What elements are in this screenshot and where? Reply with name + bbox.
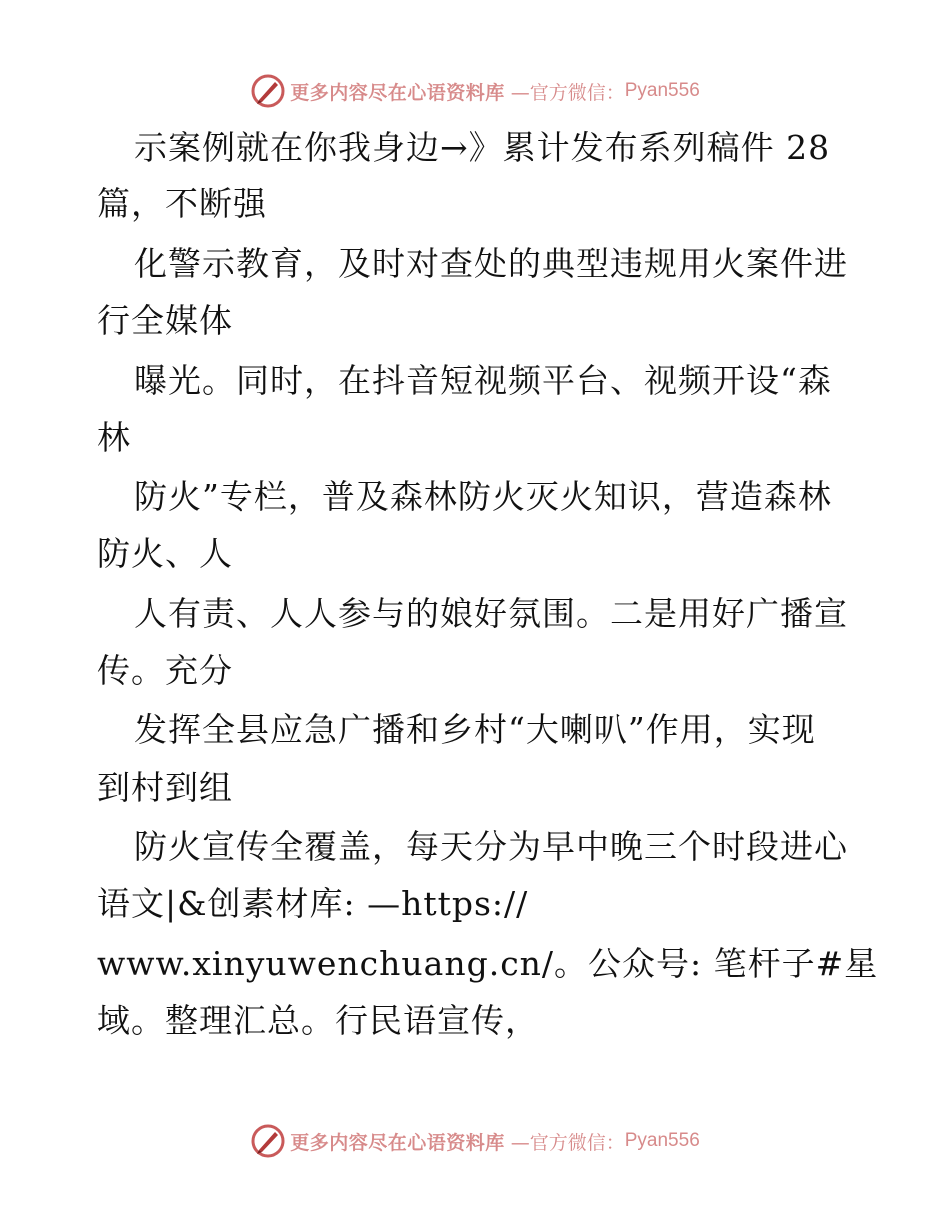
body-line: www.xinyuwenchuang.cn/。公众号: 笔杆子#星 (97, 944, 879, 983)
body-line: 传。充分 (97, 651, 233, 690)
body-line: 林 (97, 418, 131, 457)
body-line: 曝光。同时，在抖音短视频平台、视频开设“森 (134, 361, 832, 400)
watermark-site-text: 更多内容尽在心语资料库 (290, 81, 505, 104)
footer-watermark (0, 1121, 950, 1161)
watermark-wechat-handle: Pyan556 (624, 80, 700, 101)
body-line: 化警示教育，及时对查处的典型违规用火案件进 (134, 244, 848, 283)
body-line: 防火”专栏，普及森林防火灭火知识，营造森林 (134, 477, 832, 516)
body-line: 防火、人 (97, 534, 233, 573)
body-line: 示案例就在你我身边→》累计发布系列稿件 28 (134, 128, 831, 167)
body-line: 人有责、人人参与的娘好氛围。二是用好广播宣 (134, 594, 848, 633)
body-line: 行全媒体 (97, 301, 233, 340)
watermark-site-text: 更多内容尽在心语资料库 (290, 1131, 505, 1154)
body-line: 防火宣传全覆盖，每天分为早中晚三个时段进心 (134, 827, 848, 866)
body-line: 域。整理汇总。行民语宣传， (97, 1001, 539, 1040)
body-line: 发挥全县应急广播和乡村“大喇叭”作用，实现 (134, 710, 816, 749)
body-line: 语文|&创素材库: —https:// (97, 884, 529, 923)
quill-logo-icon (250, 73, 286, 109)
watermark-contact-label: —官方微信： (510, 81, 625, 104)
quill-logo-icon (250, 1123, 286, 1159)
header-watermark (0, 71, 950, 111)
watermark-contact-label: —官方微信： (510, 1131, 625, 1154)
body-line: 篇，不断强 (97, 184, 267, 223)
body-line: 到村到组 (97, 768, 233, 807)
watermark-wechat-handle: Pyan556 (624, 1130, 700, 1151)
